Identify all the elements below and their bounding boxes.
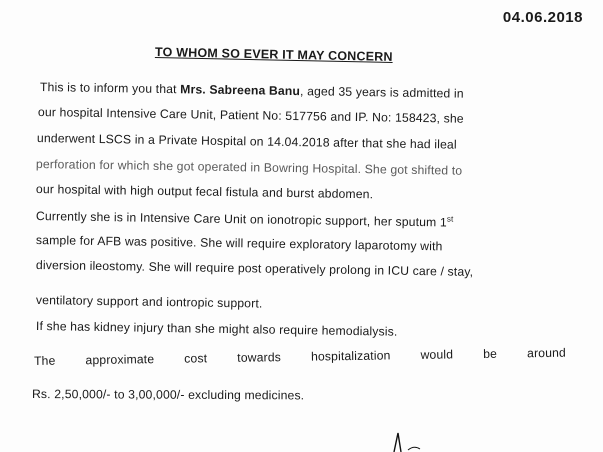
para2-line4: ventilatory support and iontropic support.: [35, 293, 263, 311]
para3-line1: If she has kidney injury than she might also require hemodialysis.: [35, 319, 398, 339]
para1-line4: perforation for which she got operated in Bowring Hospital. She got shifted to: [35, 157, 463, 178]
para1-line1: This is to inform you that Mrs. Sabreena Banu, aged 35 years is admitted in: [39, 80, 464, 101]
letter-date: 04.06.2018: [502, 9, 583, 26]
letter-heading: TO WHOM SO EVER IT MAY CONCERN: [154, 45, 393, 64]
para4-line2: Rs. 2,50,000/- to 3,00,000/- excluding medicines.: [31, 387, 305, 403]
para1-line5: our hospital with high output fecal fistula and burst abdomen.: [35, 182, 374, 202]
para1-line2: our hospital Intensive Care Unit, Patient No: 517756 and IP. No: 158423, she: [37, 105, 464, 126]
para2-line3: diversion ileostomy. She will require post operatively prolong in ICU care / stay,: [35, 258, 474, 279]
patient-name: Mrs. Sabreena Banu: [180, 82, 301, 99]
para2-line1: Currently she is in Intensive Care Unit on ionotropic support, her sputum 1st: [35, 209, 454, 230]
para2-line2: sample for AFB was positive. She will require exploratory laparotomy with: [35, 233, 443, 254]
para1-line3: underwent LSCS in a Private Hospital on 14.04.2018 after that she had ileal: [36, 131, 457, 152]
signature-mark: [388, 430, 448, 452]
para4-line1: The approximate cost towards hospitalization would be around: [33, 345, 567, 368]
